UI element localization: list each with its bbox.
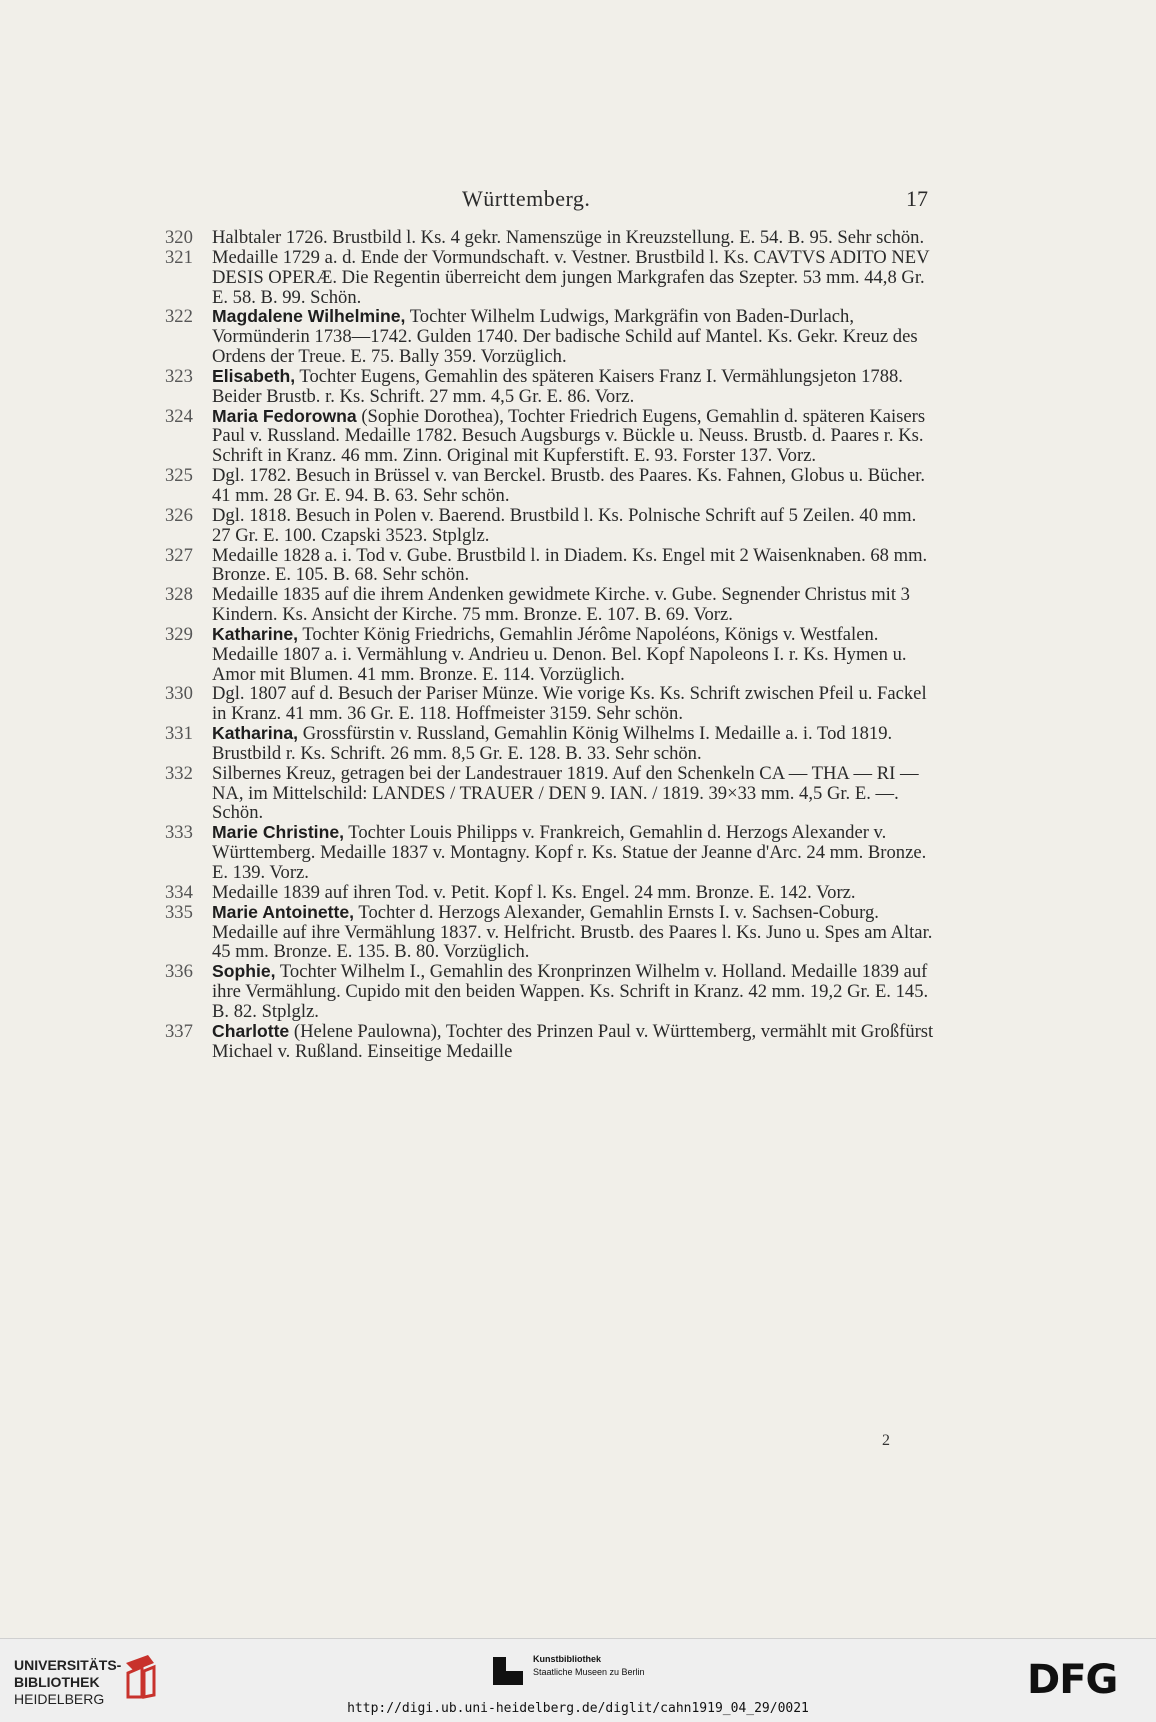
catalog-entry (165, 1022, 935, 1062)
entry-person-name: Katharina, (212, 723, 299, 744)
ub-logo-line: BIBLIOTHEK (14, 1674, 100, 1690)
entry-person-name: Charlotte (212, 1020, 290, 1041)
entry-number: 331 (165, 723, 193, 745)
entry-number: 336 (165, 961, 193, 983)
entry-body (212, 247, 929, 308)
catalog-entry (165, 367, 935, 407)
entry-body (212, 902, 932, 963)
entry-text: Dgl. 1807 auf d. Besuch der Pariser Münze. Wie vorige Ks. Ks. Schrift zwischen Pfeil u. Fackel in Kranz. 41 mm. 36 Gr. E. 118. Hoffmeister 3159. Sehr schön. (212, 683, 927, 725)
kb-line-1: Kunstbibliothek (533, 1654, 601, 1664)
page-title: Württemberg. (462, 186, 591, 211)
entry-number: 330 (165, 683, 193, 705)
entry-text: Medaille 1839 auf ihren Tod. v. Petit. Kopf l. Ks. Engel. 24 mm. Bronze. E. 142. Vorz. (212, 881, 856, 903)
entry-number: 329 (165, 623, 193, 645)
entry-number: 326 (165, 504, 193, 526)
entry-number: 324 (165, 405, 193, 427)
entry-text: Silbernes Kreuz, getragen bei der Landestrauer 1819. Auf den Schenkeln CA — THA — RI — NA, im Mittelschild: LANDES / TRAUER / DEN 9. IAN. / 1819. 39×33 mm. 4,5 Gr. E. —. Schön. (212, 762, 919, 824)
catalog-entry (165, 506, 935, 546)
entry-body (212, 961, 928, 1022)
entry-number: 334 (165, 881, 193, 903)
running-head (212, 186, 932, 212)
entry-person-name: Marie Antoinette, (212, 901, 355, 922)
entry-text: Medaille 1835 auf die ihrem Andenken gewidmete Kirche. v. Gube. Segnender Christus mit 3 Kindern. Ks. Ansicht der Kirche. 75 mm. Bronze. E. 107. B. 69. Vorz. (212, 584, 910, 626)
kb-line-2: Staatliche Museen zu Berlin (533, 1667, 645, 1677)
ub-logo-line: HEIDELBERG (14, 1691, 105, 1707)
entry-body (212, 306, 918, 367)
catalog-entry (165, 585, 935, 625)
entry-number: 322 (165, 306, 193, 328)
entry-text: (Sophie Dorothea), Tochter Friedrich Eugens, Gemahlin d. späteren Kaisers Paul v. Russland. Medaille 1782. Besuch Augsburgs v. Bückle u. Neuss. Brustb. d. Paares r. Ks. Schrift in Kranz. 46 mm. Zinn. Original mit Kupferstift. E. 93. Forster 137. Vorz. (212, 405, 926, 467)
page-number: 17 (906, 186, 928, 211)
catalog-entry (165, 724, 935, 764)
catalog-entry (165, 823, 935, 883)
entry-body (212, 882, 856, 903)
entry-text: (Helene Paulowna), Tochter des Prinzen Paul v. Württemberg, vermählt mit Großfürst Michael v. Rußland. Einseitige Medaille (212, 1020, 934, 1062)
catalog-entry (165, 684, 935, 724)
entry-body (212, 624, 907, 685)
entry-number: 337 (165, 1020, 193, 1042)
entry-person-name: Maria Fedorowna (212, 405, 357, 426)
entry-number: 335 (165, 901, 193, 923)
entry-number: 328 (165, 584, 193, 606)
entry-text: Dgl. 1782. Besuch in Brüssel v. van Berckel. Brustb. des Paares. Ks. Fahnen, Globus u. Bücher. 41 mm. 28 Gr. E. 94. B. 63. Sehr schön. (212, 465, 926, 506)
entry-number: 323 (165, 365, 193, 387)
entry-text: Tochter König Friedrichs, Gemahlin Jérôme Napoléons, Königs v. Westfalen. Medaille 1807 a. i. Vermählung v. Andrieu u. Denon. Bel. Kopf Napoleons I. r. Ks. Hymen u. Amor mit Blumen. 41 mm. Bronze. E. 114. Vorzüglich. (212, 623, 907, 685)
entry-body (212, 763, 919, 824)
entry-body (212, 584, 910, 625)
catalog-entry (165, 903, 935, 963)
viewer-footer (0, 1638, 1156, 1722)
entry-person-name: Sophie, (212, 961, 276, 982)
catalog-entry (165, 407, 935, 467)
entry-number: 325 (165, 465, 193, 487)
entry-text: Tochter Eugens, Gemahlin des späteren Kaisers Franz I. Vermählungsjeton 1788. Beider Brustb. r. Ks. Schrift. 27 mm. 4,5 Gr. E. 86. Vorz. (212, 365, 903, 407)
entry-text: Tochter Louis Philipps v. Frankreich, Gemahlin d. Herzogs Alexander v. Württemberg. Medaille 1837 v. Montagny. Kopf r. Ks. Statue der Jeanne d'Arc. 24 mm. Bronze. E. 139. Vorz. (212, 822, 927, 883)
entry-body (212, 465, 925, 506)
catalog-entry (165, 962, 935, 1022)
catalog-entry (165, 764, 935, 824)
entry-body (212, 406, 925, 467)
entry-text: Tochter Wilhelm Ludwigs, Markgräfin von Baden-Durlach, Vormünderin 1738—1742. Gulden 1740. Der badische Schild auf Mantel. Ks. Gekr. Kreuz des Ordens der Treue. E. 75. Bally 359. Vorzüglich. (212, 306, 918, 368)
catalog-entry (165, 307, 935, 367)
dfg-logo[interactable]: DFG (1027, 1657, 1118, 1703)
entry-body (212, 227, 924, 248)
entry-number: 333 (165, 822, 193, 844)
catalog-entry (165, 546, 935, 586)
ub-mark-icon (118, 1651, 160, 1701)
catalog-entry (165, 466, 935, 506)
entry-text: Dgl. 1818. Besuch in Polen v. Baerend. Brustbild l. Ks. Polnische Schrift auf 5 Zeilen. 40 mm. 27 Gr. E. 100. Czapski 3523. Stplglz. (212, 504, 917, 546)
entry-text: Medaille 1828 a. i. Tod v. Gube. Brustbild l. in Diadem. Ks. Engel mit 2 Waisenknaben. 68 mm. Bronze. E. 105. B. 68. Sehr schön. (212, 544, 928, 586)
entry-number: 320 (165, 227, 193, 248)
entry-body (212, 683, 927, 724)
entry-body (212, 545, 927, 586)
kunstbibliothek-mark-icon (493, 1657, 523, 1685)
permalink-url[interactable]: http://digi.ub.uni-heidelberg.de/diglit/cahn1919_04_29/0021 (347, 1701, 809, 1716)
entry-person-name: Elisabeth, (212, 365, 296, 386)
entry-number: 327 (165, 544, 193, 566)
catalog-entry (165, 248, 935, 308)
entry-number: 332 (165, 762, 193, 784)
entry-text: Tochter Wilhelm I., Gemahlin des Kronprinzen Wilhelm v. Holland. Medaille 1839 auf ihre Vermählung. Cupido mit den beiden Wappen. Ks. Schrift in Kranz. 42 mm. 19,2 Gr. E. 145. B. 82. Stplglz. (212, 961, 929, 1022)
entry-text: Tochter d. Herzogs Alexander, Gemahlin Ernsts I. v. Sachsen-Coburg. Medaille auf ihre Vermählung 1837. v. Helfricht. Brustb. des Paares l. Ks. Juno u. Spes am Altar. 45 mm. Bronze. E. 135. B. 80. Vorzüglich. (212, 901, 933, 963)
entry-body (212, 505, 916, 546)
entry-person-name: Katharine, (212, 623, 299, 644)
entry-body (212, 822, 926, 883)
catalog-entry (165, 228, 935, 248)
catalog-entry (165, 625, 935, 685)
entry-text: Halbtaler 1726. Brustbild l. Ks. 4 gekr. Namenszüge in Kreuzstellung. E. 54. B. 95. Sehr schön. (212, 227, 925, 248)
entry-text: Grossfürstin v. Russland, Gemahlin König Wilhelms I. Medaille a. i. Tod 1819. Brustbild r. Ks. Schrift. 26 mm. 8,5 Gr. E. 128. B. 33. Sehr schön. (212, 723, 893, 764)
entry-body (212, 1021, 933, 1062)
entry-text: Medaille 1729 a. d. Ende der Vormundschaft. v. Vestner. Brustbild l. Ks. CAVTVS ADITO NEV DESIS OPERÆ. Die Regentin überreicht dem jungen Markgrafen das Szepter. 53 mm. 44,8 Gr. E. 58. B. 99. Schön. (212, 246, 930, 308)
catalog-entry (165, 883, 935, 903)
entry-person-name: Magdalene Wilhelmine, (212, 306, 406, 327)
entry-body (212, 723, 892, 764)
signature-mark: 2 (882, 1432, 890, 1449)
entry-body (212, 366, 903, 407)
entry-number: 321 (165, 246, 193, 268)
ub-logo-line: UNIVERSITÄTS- (14, 1657, 122, 1673)
catalog-entries (165, 228, 935, 1061)
entry-person-name: Marie Christine, (212, 822, 344, 843)
